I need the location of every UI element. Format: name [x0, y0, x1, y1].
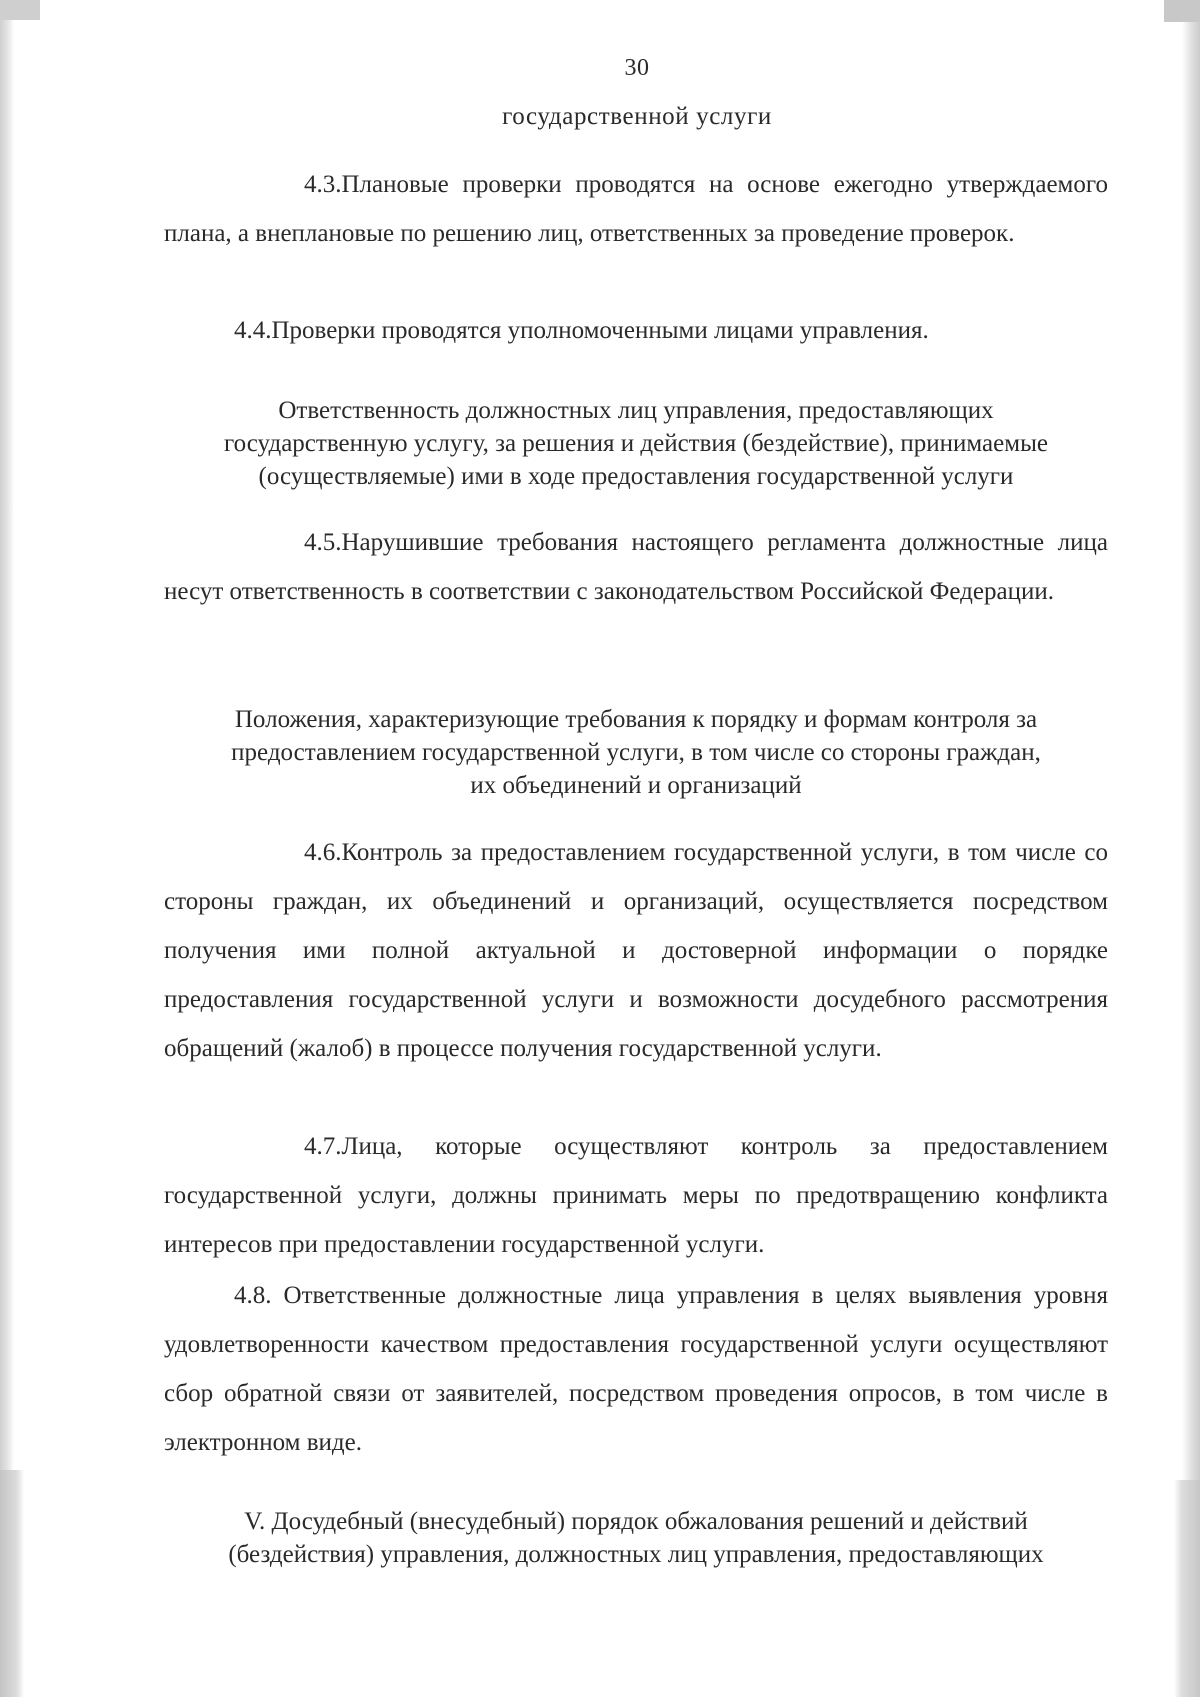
scan-border-left	[0, 0, 14, 1697]
paragraph-text: Контроль за предоставлением государственной услуги, в том числе со стороны граждан, их объединений и организаций, осуществляется посредством получения ими полной актуальной и достоверной информации о порядке предоставления государственной услуги и возможности досудебного рассмотрения обращений (жалоб) в процессе получения государственной услуги.	[164, 839, 1108, 1062]
scan-border-corner	[0, 0, 40, 20]
paragraph-number: 4.5.	[304, 529, 342, 556]
scan-border-corner	[1164, 0, 1200, 22]
heading-line: Ответственность должностных лиц управления, предоставляющих	[278, 397, 994, 424]
scan-border-right	[1182, 0, 1200, 1697]
heading-line: их объединений и организаций	[470, 772, 802, 799]
paragraph-number: 4.3.	[304, 171, 342, 198]
paragraph-4-5	[164, 518, 1108, 616]
paragraph-number: 4.7.	[304, 1133, 342, 1160]
section-heading-control	[150, 703, 1122, 802]
heading-line: предоставлением государственной услуги, в том числе со стороны граждан,	[231, 739, 1041, 766]
paragraph-text: Плановые проверки проводятся на основе ежегодно утверждаемого плана, а внеплановые по решению лиц, ответственных за проведение проверок.	[164, 171, 1108, 247]
paragraph-text: Лица, которые осуществляют контроль за предоставлением государственной услуги, должны принимать меры по предотвращению конфликта интересов при предоставлении государственной услуги.	[164, 1133, 1108, 1258]
paragraph-4-7	[164, 1122, 1108, 1269]
heading-line: (осуществляемые) ими в ходе предоставления государственной услуги	[258, 463, 1014, 490]
paragraph-number: 4.4.	[234, 317, 272, 344]
page-number: 30	[624, 55, 650, 81]
heading-line: (бездействия) управления, должностных лиц управления, предоставляющих	[228, 1541, 1044, 1568]
heading-line: государственную услугу, за решения и действия (бездействие), принимаемые	[224, 430, 1048, 457]
paragraph-text: Ответственные должностные лица управления в целях выявления уровня удовлетворенности качеством предоставления государственной услуги осуществляют сбор обратной связи от заявителей, посредством проведения опросов, в том числе в электронном виде.	[164, 1282, 1108, 1456]
paragraph-number: 4.6.	[304, 839, 342, 866]
heading-line: Положения, характеризующие требования к порядку и формам контроля за	[234, 706, 1038, 733]
running-head: государственной услуги	[502, 103, 772, 130]
section-heading-responsibility	[150, 394, 1122, 493]
scan-border-fragment	[1174, 1480, 1200, 1697]
section-heading-chapter-5	[150, 1505, 1122, 1571]
paragraph-4-4	[164, 306, 1108, 355]
scan-border-fragment	[0, 1470, 24, 1697]
paragraph-number: 4.8.	[234, 1282, 272, 1309]
paragraph-text: Нарушившие требования настоящего регламента должностные лица несут ответственность в соответствии с законодательством Российской Федерации.	[164, 529, 1108, 605]
heading-line: V. Досудебный (внесудебный) порядок обжалования решений и действий	[244, 1508, 1028, 1535]
paragraph-4-6	[164, 828, 1108, 1073]
paragraph-4-3	[164, 160, 1108, 258]
paragraph-text: Проверки проводятся уполномоченными лицами управления.	[271, 317, 929, 344]
paragraph-4-8	[164, 1271, 1108, 1467]
